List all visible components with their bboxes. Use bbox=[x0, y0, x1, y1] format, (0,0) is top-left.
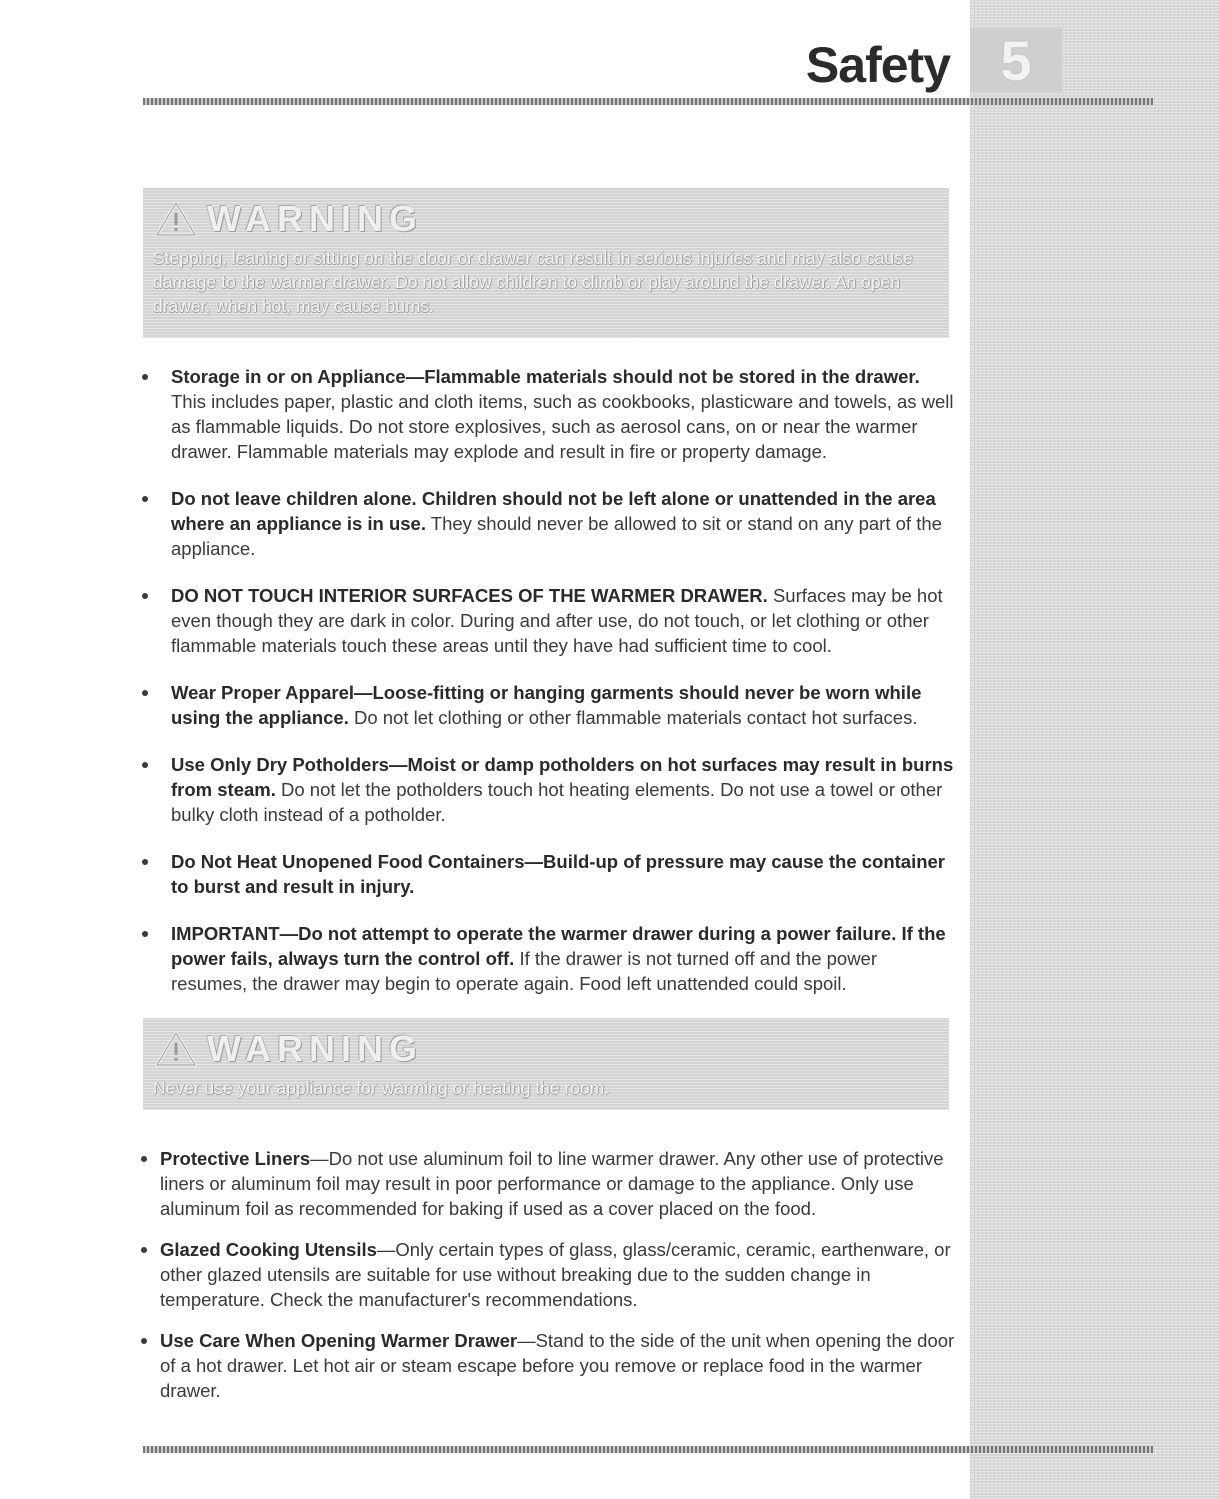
item-text: If the drawer is not turned off and the power resumes, the drawer may begin to operate again. Food left unattended could spoil. bbox=[171, 948, 878, 994]
list-item bbox=[138, 364, 958, 464]
list-item bbox=[138, 680, 958, 730]
item-lead: IMPORTANT—Do not attempt to operate the warmer drawer during a power failure. If the power fails, always turn the control off. bbox=[171, 923, 946, 969]
item-lead: Do not leave children alone. Children should not be left alone or unattended in the area where an appliance is in use. bbox=[171, 488, 936, 534]
warning-label: WARNING bbox=[207, 1028, 423, 1069]
item-lead: Wear Proper Apparel—Loose-fitting or hanging garments should never be worn while using the appliance. bbox=[171, 682, 922, 728]
warning-triangle-icon bbox=[155, 201, 197, 237]
item-text: This includes paper, plastic and cloth items, such as cookbooks, plasticware and towels, as well as flammable liquids. Do not store explosives, such as aerosol cans, on or near the warmer drawer. Flammable materials may explode and result in fire or property damage. bbox=[171, 391, 954, 462]
item-lead: Glazed Cooking Utensils bbox=[160, 1239, 377, 1260]
bottom-divider bbox=[143, 1446, 1153, 1453]
side-strip bbox=[970, 0, 1219, 1499]
item-text: —Stand to the side of the unit when opening the door of a hot drawer. Let hot air or steam escape before you remove or replace food in the warmer drawer. bbox=[160, 1330, 955, 1401]
bullet-icon bbox=[142, 859, 148, 865]
warning-box-1 bbox=[143, 188, 949, 338]
list-item bbox=[138, 583, 958, 658]
item-lead: Use Care When Opening Warmer Drawer bbox=[160, 1330, 518, 1351]
item-lead: Protective Liners bbox=[160, 1148, 311, 1169]
list-item bbox=[138, 849, 958, 899]
safety-list-2 bbox=[138, 1146, 958, 1419]
list-item bbox=[138, 921, 958, 996]
warning-text: Never use your appliance for warming or heating the room. bbox=[153, 1078, 610, 1098]
section-title: Safety bbox=[805, 37, 950, 93]
list-item bbox=[138, 486, 958, 561]
page-number-tab bbox=[970, 28, 1062, 92]
item-text: Do not let the potholders touch hot heating elements. Do not use a towel or other bulky cloth instead of a potholder. bbox=[171, 779, 943, 825]
item-text: —Do not use aluminum foil to line warmer drawer. Any other use of protective liners or aluminum foil may result in poor performance or damage to the appliance. Only use aluminum foil as recommended for baking if used as a cover placed on the food. bbox=[160, 1148, 944, 1219]
page-number: 5 bbox=[1000, 28, 1032, 92]
item-text: They should never be allowed to sit or stand on any part of the appliance. bbox=[171, 513, 942, 559]
item-lead: Do Not Heat Unopened Food Containers—Build-up of pressure may cause the container to burst and result in injury. bbox=[171, 851, 946, 897]
list-item bbox=[138, 1237, 958, 1312]
bullet-icon bbox=[142, 374, 148, 380]
bullet-icon bbox=[141, 1156, 147, 1162]
warning-label: WARNING bbox=[207, 198, 423, 239]
warning-box-2 bbox=[143, 1018, 949, 1110]
bullet-icon bbox=[142, 690, 148, 696]
warning-text: Stepping, leaning or sitting on the door or drawer can result in serious injuries and may also cause damage to the warmer drawer. Do not allow children to climb or play around the drawer. An open drawer, when hot, may cause burns. bbox=[153, 248, 913, 316]
item-text: Surfaces may be hot even though they are dark in color. During and after use, do not touch, or let clothing or other flammable materials touch these areas until they have had sufficient time to cool. bbox=[171, 585, 943, 656]
top-divider bbox=[143, 98, 1153, 105]
bullet-icon bbox=[142, 593, 148, 599]
safety-list-1 bbox=[138, 364, 958, 1018]
list-item bbox=[138, 752, 958, 827]
warning-triangle-icon bbox=[155, 1031, 197, 1067]
list-item bbox=[138, 1146, 958, 1221]
bullet-icon bbox=[141, 1247, 147, 1253]
bullet-icon bbox=[142, 762, 148, 768]
item-lead: DO NOT TOUCH INTERIOR SURFACES OF THE WARMER DRAWER. bbox=[171, 585, 768, 606]
bullet-icon bbox=[142, 931, 148, 937]
warning-header bbox=[155, 1028, 941, 1070]
bullet-icon bbox=[142, 496, 148, 502]
bullet-icon bbox=[141, 1338, 147, 1344]
warning-header bbox=[155, 198, 941, 240]
item-text: —Only certain types of glass, glass/ceramic, ceramic, earthenware, or other glazed utensils are suitable for use without breaking due to the sudden change in temperature. Check the manufacturer's recommendations. bbox=[160, 1239, 951, 1310]
item-text: Do not let clothing or other flammable materials contact hot surfaces. bbox=[348, 707, 918, 728]
list-item bbox=[138, 1328, 958, 1403]
item-lead: Use Only Dry Potholders—Moist or damp potholders on hot surfaces may result in burns from steam. bbox=[171, 754, 954, 800]
item-lead: Storage in or on Appliance—Flammable materials should not be stored in the drawer. bbox=[171, 366, 920, 387]
